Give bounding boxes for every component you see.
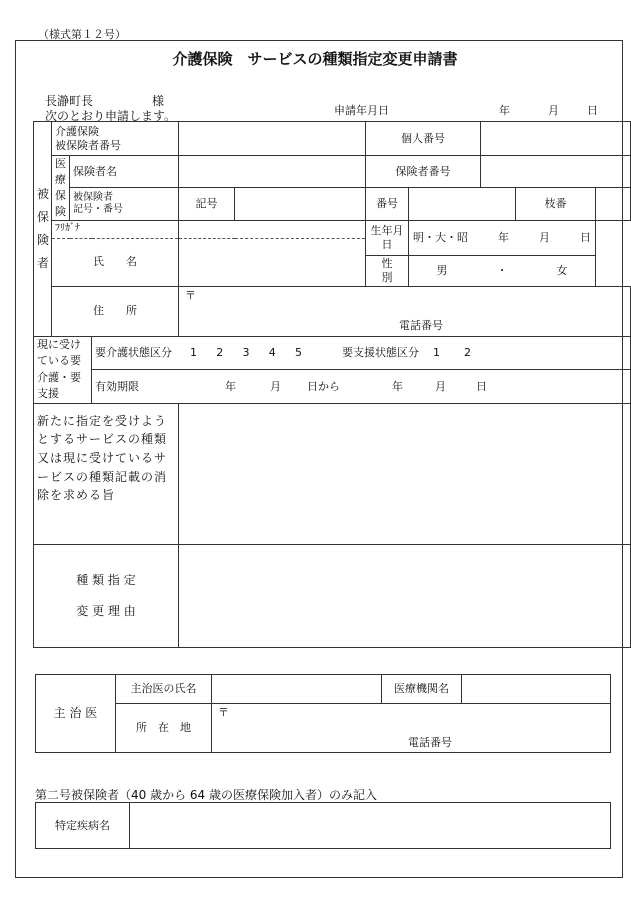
symbol-label: 記号 [179, 188, 235, 220]
phone-label: 電話番号 [399, 318, 444, 332]
doctor-name-label: 主治医の氏名 [116, 675, 212, 704]
doctor-postal-mark: 〒 [218, 706, 229, 719]
address-field[interactable] [179, 286, 631, 336]
specific-disease-field[interactable] [130, 803, 611, 849]
doctor-label: 主 治 医 [36, 675, 116, 753]
doctor-name-field[interactable] [212, 675, 382, 704]
app-month-unit: 月 [548, 104, 559, 117]
institution-label: 医療機関名 [382, 675, 462, 704]
postal-mark: 〒 [185, 288, 197, 302]
new-service-label: 新たに指定を受けようとするサービスの種類又は現に受けているサービスの種類記載の消除を求める旨 [34, 403, 179, 544]
reason-label: 種 類 指 定 変 更 理 由 [34, 544, 179, 647]
birth-date-label: 生年月日 [366, 220, 409, 255]
name-field[interactable] [179, 238, 366, 286]
insurer-name-label: 保険者名 [70, 156, 179, 188]
app-day-unit: 日 [587, 104, 598, 117]
sex-field[interactable]: 男 ・ 女 [409, 255, 596, 286]
specific-disease-label: 特定疾病名 [36, 803, 130, 849]
name-label: 氏 名 [52, 238, 179, 286]
main-application-table [33, 121, 631, 648]
insured-symbol-number-label: 被保険者 記号・番号 [70, 188, 179, 220]
medical-insurance-label: 医 療 保 険 [52, 156, 70, 221]
birth-date-field[interactable]: 明・大・昭 年 月 日 [409, 220, 596, 255]
location-field[interactable] [212, 704, 611, 753]
application-date-label: 申請年月日 [334, 104, 389, 117]
current-care-label: 現に受けている要介護・要支援 [34, 336, 92, 403]
addressee-honorific: 様 [152, 94, 165, 108]
insurer-name-field[interactable] [179, 156, 366, 188]
care-level-field[interactable]: 要介護状態区分 1 2 3 4 5 要支援状態区分 1 2 [92, 336, 631, 370]
personal-number-label: 個人番号 [366, 122, 481, 156]
form-number: （様式第１２号） [38, 28, 126, 41]
insured-section-label: 被 保 険 者 [34, 122, 52, 337]
number-label: 番号 [366, 188, 409, 220]
branch-field[interactable] [596, 188, 631, 220]
symbol-field[interactable] [235, 188, 366, 220]
insurer-number-field[interactable] [481, 156, 631, 188]
insured-number-label: 介護保険 被保険者番号 [52, 122, 179, 156]
address-label: 住 所 [52, 286, 179, 336]
doctor-phone-label: 電話番号 [408, 736, 452, 749]
page-title: 介護保険 サービスの種類指定変更申請書 [172, 50, 458, 68]
insurer-number-label: 保険者番号 [366, 156, 481, 188]
intro-text: 次のとおり申請します。 [45, 109, 177, 123]
number-field[interactable] [409, 188, 516, 220]
branch-label: 枝番 [516, 188, 596, 220]
new-service-field[interactable] [179, 403, 631, 544]
institution-field[interactable] [462, 675, 611, 704]
second-insured-note: 第二号被保険者（40 歳から 64 歳の医療保険加入者）のみ記入 [35, 788, 377, 802]
attending-physician-table [35, 674, 611, 753]
location-label: 所 在 地 [116, 704, 212, 753]
furigana-label: ﾌﾘｶﾞﾅ [52, 220, 179, 238]
specific-disease-table [35, 802, 611, 849]
insured-number-boxes[interactable] [179, 122, 366, 156]
reason-field[interactable] [179, 544, 631, 647]
personal-number-boxes[interactable] [481, 122, 631, 156]
validity-field[interactable]: 有効期限 年 月 日から 年 月 日 [92, 370, 631, 404]
addressee: 長瀞町長 [45, 94, 94, 108]
furigana-field[interactable] [179, 220, 366, 238]
sex-label: 性 別 [366, 255, 409, 286]
app-year-unit: 年 [499, 104, 510, 117]
